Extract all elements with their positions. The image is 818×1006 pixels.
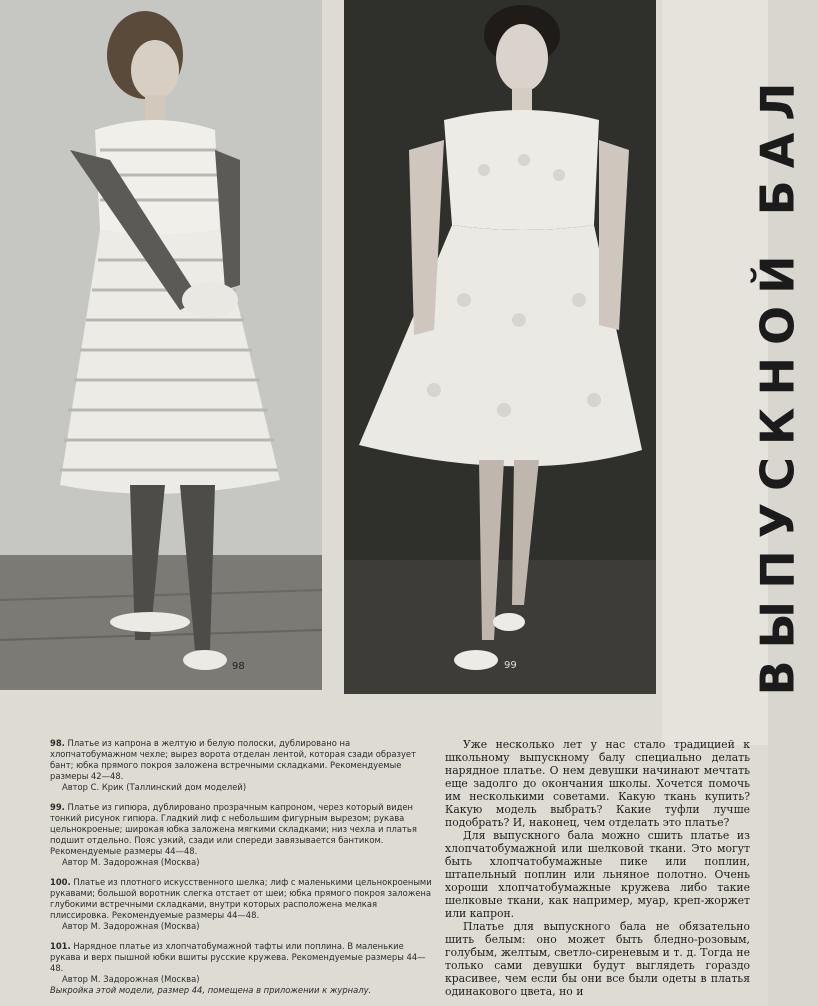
caption-number: 99. bbox=[50, 802, 65, 812]
photo-98-striped-dress bbox=[0, 0, 322, 690]
page-title: ВЫПУСКНОЙ БАЛ bbox=[751, 70, 805, 696]
photo-98-number: 98 bbox=[232, 661, 245, 672]
caption-author: Автор М. Задорожная (Москва) bbox=[62, 921, 200, 931]
article-column bbox=[445, 738, 750, 998]
caption-number: 101. bbox=[50, 941, 71, 951]
caption-author: Автор М. Задорожная (Москва) bbox=[62, 974, 200, 984]
photo-99-lace-dress bbox=[344, 0, 656, 694]
caption-100 bbox=[50, 877, 435, 932]
article-paragraph-2: Для выпускного бала можно сшить платье из хлопчатобумажной или шелковой ткани. Это могут быть хлопчатобумажные пике или поплин, штапельный поплин или льняное полотно. Очень хороши хлопчатобумажные кружева либо такие шелковые ткани, как например, муар, креп-жоржет или капрон. bbox=[445, 829, 750, 920]
article-paragraph-1: Уже несколько лет у нас стало традицией к школьному выпускному балу специально делать нарядное платье. О нем девушки начинают мечтать еще задолго до окончания школы. Хочется помочь им несколькими советами. Какую ткань купить? Какую модель выбрать? Какие туфли лучше подобрать? И, наконец, чем отделать это платье? bbox=[445, 738, 750, 829]
caption-101 bbox=[50, 941, 435, 996]
pattern-note: Выкройка этой модели, размер 44, помещена в приложении к журналу. bbox=[50, 985, 372, 995]
caption-98 bbox=[50, 738, 435, 793]
photo-99-number: 99 bbox=[504, 660, 517, 671]
caption-text: Нарядное платье из хлопчатобумажной тафты или поплина. В маленькие рукава и верх пышной юбки вшиты русские кружева. Рекомендуемые размеры 44—48. bbox=[50, 941, 426, 973]
caption-author: Автор С. Крик (Таллинский дом моделей) bbox=[62, 782, 247, 792]
captions-column bbox=[50, 738, 435, 1005]
page-title-container bbox=[738, 18, 818, 748]
caption-number: 100. bbox=[50, 877, 71, 887]
photo-98-illustration bbox=[0, 0, 322, 690]
caption-text: Платье из плотного искусственного шелка; лиф с маленькими цельнокроеными рукавами; большой воротник слегка отстает от шеи; юбка прямого покроя заложена глубокими встречными складками, внутри которых расположена мелкая плиссировка. Рекомендуемые размеры 44—48. bbox=[50, 877, 432, 920]
caption-author: Автор М. Задорожная (Москва) bbox=[62, 857, 200, 867]
caption-text: Платье из капрона в желтую и белую полоски, дублировано на хлопчатобумажном чехле; вырез ворота отделан лентой, которая сзади образует бант; юбка прямого покроя заложена встречными складками. Рекомендуемые размеры 42—48. bbox=[50, 738, 416, 781]
caption-number: 98. bbox=[50, 738, 65, 748]
caption-99 bbox=[50, 802, 435, 868]
photo-99-illustration bbox=[344, 0, 656, 694]
caption-text: Платье из гипюра, дублировано прозрачным капроном, через который виден тонкий рисунок гипюра. Гладкий лиф с небольшим фигурным вырезом; рукава цельнокроеные; широкая юбка заложена мягкими складками; низ чехла и платья подшит отдельно. Пояс узкий, сзади или спереди завязывается бантиком. Рекомендуемые размеры 44—48. bbox=[50, 802, 417, 856]
article-paragraph-3: Платье для выпускного бала не обязательно шить белым: оно может быть бледно-розовым, голубым, желтым, светло-сиреневым и т. д. Тогда не только сами девушки будут выглядеть гораздо красивее, чем если бы они все были одеты в платья одинакового цвета, но и bbox=[445, 920, 750, 998]
